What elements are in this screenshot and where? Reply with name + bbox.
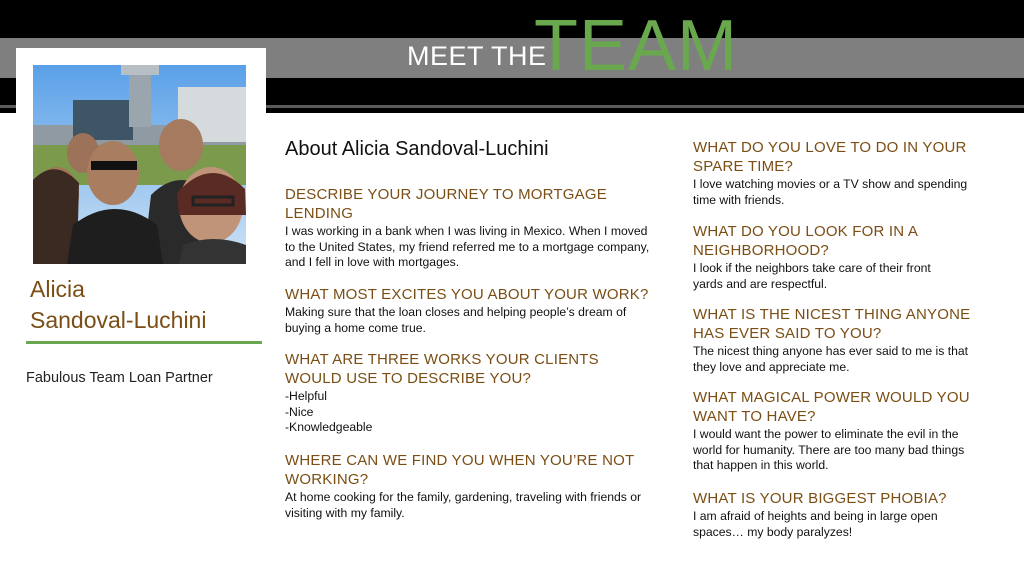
qa-item-three-words (285, 350, 655, 436)
answer-text: I look if the neighbors take care of their front yards and are respectful. (693, 261, 931, 291)
qa-item-neighborhood (693, 222, 963, 292)
qa-item-journey (285, 185, 655, 271)
profile-name-first: Alicia (30, 276, 85, 302)
answer-line: -Knowledgeable (285, 420, 373, 434)
qa-item-nicest-thing (693, 305, 983, 375)
question-text: WHAT MAGICAL POWER WOULD YOU WANT TO HAVE? (693, 389, 970, 425)
answer-text: At home cooking for the family, gardening, traveling with friends or visiting with my family. (285, 490, 642, 520)
banner-meet-the: MEET THE (407, 41, 547, 71)
answer-text: I was working in a bank when I was living in Mexico. When I moved to the United States, my friend referred me to a mortgage company, and I fell in love with mortgages. (285, 224, 650, 269)
banner-team-title: TEAM (534, 6, 739, 86)
answer-text: I am afraid of heights and being in large open spaces… my body paralyzes! (693, 509, 938, 539)
answer-text: Making sure that the loan closes and helping people’s dream of buying a home come true. (285, 305, 627, 335)
answer-text: I would want the power to eliminate the evil in the world for humanity. There are too many bad things that happen in this world. (693, 427, 965, 472)
question-text: WHAT MOST EXCITES YOU ABOUT YOUR WORK? (285, 286, 649, 303)
qa-item-not-working (285, 451, 655, 521)
question-text: WHAT DO YOU LOVE TO DO IN YOUR SPARE TIME? (693, 139, 967, 175)
answer-text: I love watching movies or a TV show and spending time with friends. (693, 177, 968, 207)
question-text: WHAT DO YOU LOOK FOR IN A NEIGHBORHOOD? (693, 223, 918, 259)
profile-role: Fabulous Team Loan Partner (26, 370, 213, 386)
question-text: WHAT ARE THREE WORKS YOUR CLIENTS WOULD USE TO DESCRIBE YOU? (285, 351, 599, 387)
qa-item-spare-time (693, 138, 983, 208)
answer-line: -Helpful (285, 389, 327, 403)
qa-item-excites (285, 285, 655, 336)
profile-name-last: Sandoval-Luchini (30, 307, 207, 333)
question-text: WHAT IS THE NICEST THING ANYONE HAS EVER SAID TO YOU? (693, 306, 971, 342)
selfie-group-photo (33, 65, 246, 264)
qa-item-magical-power (693, 388, 983, 474)
answer-text: The nicest thing anyone has ever said to me is that they love and appreciate me. (693, 344, 969, 374)
question-text: WHAT IS YOUR BIGGEST PHOBIA? (693, 490, 947, 507)
answer-line: -Nice (285, 404, 314, 419)
profile-photo (33, 65, 246, 264)
question-text: WHERE CAN WE FIND YOU WHEN YOU’RE NOT WORKING? (285, 452, 635, 488)
about-heading: About Alicia Sandoval-Luchini (285, 138, 549, 160)
profile-name (30, 274, 206, 336)
question-text: DESCRIBE YOUR JOURNEY TO MORTGAGE LENDING (285, 186, 607, 222)
qa-item-phobia (693, 489, 983, 540)
name-underline (26, 341, 262, 344)
